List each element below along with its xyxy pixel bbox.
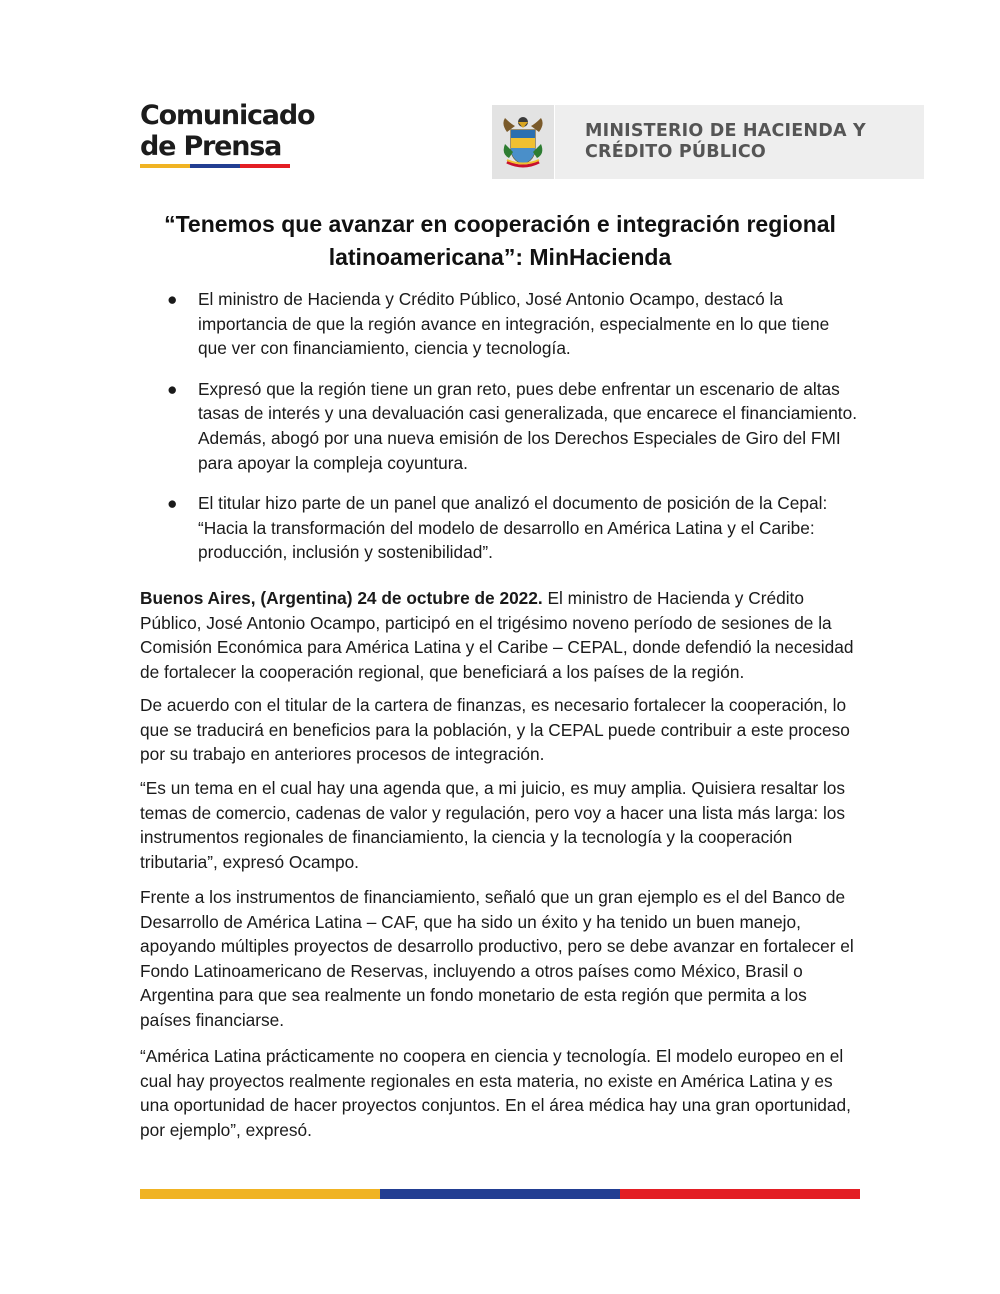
colombia-coat-of-arms-icon [499,114,547,170]
crest-container [492,105,555,179]
body-paragraph-dateline [140,586,862,684]
highlight-text: Expresó que la región tiene un gran reto, pues debe enfrentar un escenario de altas tasas de interés y una devaluación casi generalizada, que encarece el financiamiento. Además, abogó por una nueva emisión de los Derechos Especiales de Giro del FMI para apoyar la compleja coyuntura. [198,378,858,473]
ministry-name-line-2: CRÉDITO PÚBLICO [585,142,766,162]
ministry-logo [492,105,924,179]
highlights-list [140,287,862,581]
ministry-name-line-1: MINISTERIO DE HACIENDA Y [585,121,866,141]
bullet-icon: ● [167,493,178,514]
brand-color-bar [140,164,290,168]
footer-bar-blue [380,1189,620,1199]
highlight-item [140,491,862,565]
press-release-headline [140,208,860,274]
bullet-icon: ● [167,378,178,399]
body-paragraph: “América Latina prácticamente no coopera en ciencia y tecnología. El modelo europeo en el cual hay proyectos realmente regionales en esta materia, no existe en América Latina y es una oportunidad de hacer proyectos conjuntos. En el área médica hay una gran oportunidad, por ejemplo”, expresó. [140,1046,851,1140]
highlight-item [140,377,862,475]
footer-bar-yellow [140,1189,380,1199]
brand-bar-red [240,164,290,168]
body-paragraph: “Es un tema en el cual hay una agenda que, a mi juicio, es muy amplia. Quisiera resaltar los temas de comercio, cadenas de valor y regulación, pero voy a hacer una lista más larga: los instrumentos regionales de financiamiento, la ciencia y la tecnología y la cooperación tributaria”, expresó Ocampo. [140,778,846,872]
brand-line-1: Comunicado [140,100,315,131]
brand-logo [140,100,314,162]
highlight-item [140,287,862,361]
ministry-name [585,121,866,163]
brand-line-2: de Prensa [140,131,282,162]
body-paragraph: De acuerdo con el titular de la cartera de finanzas, es necesario fortalecer la cooperación, lo que se traducirá en beneficios para la población, y la CEPAL puede contribuir a este proceso por su trabajo en anteriores procesos de integración. [140,695,850,765]
footer-bar-red [620,1189,860,1199]
headline-line-2: latinoamericana”: MinHacienda [328,244,672,270]
brand-bar-blue [190,164,240,168]
footer-color-bar [140,1189,860,1199]
brand-bar-yellow [140,164,190,168]
highlight-text: El titular hizo parte de un panel que analizó el documento de posición de la Cepal: “Hacia la transformación del modelo de desarrollo en América Latina y el Caribe: producción, inclusión y sostenibilidad”. [198,493,828,563]
dateline: Buenos Aires, (Argentina) 24 de octubre de 2022. [140,588,543,608]
paragraph-text: El ministro de Hacienda y Crédito Público, José Antonio Ocampo, participó en el trigésimo noveno período de sesiones de la Comisión Económica para América Latina y el Caribe – CEPAL, donde defendió la necesidad de fortalecer la cooperación regional, que beneficiará a los países de la región. [140,588,854,682]
highlight-text: El ministro de Hacienda y Crédito Público, José Antonio Ocampo, destacó la importancia de que la región avance en integración, especialmente en lo que tiene que ver con financiamiento, ciencia y tecnología. [198,289,830,359]
bullet-icon: ● [167,289,178,309]
body-paragraph: Frente a los instrumentos de financiamiento, señaló que un gran ejemplo es el del Banco de Desarrollo de América Latina – CAF, que ha sido un éxito y ha tenido un buen manejo, apoyando múltiples proyectos de desarrollo productivo, pero se debe avanzar en fortalecer el Fondo Latinoamericano de Reservas, incluyendo a otros países como México, Brasil o Argentina para que sea realmente un fondo monetario de esta región que permita a los países financiarse. [140,887,854,1030]
headline-line-1: “Tenemos que avanzar en cooperación e integración regional [164,211,836,237]
